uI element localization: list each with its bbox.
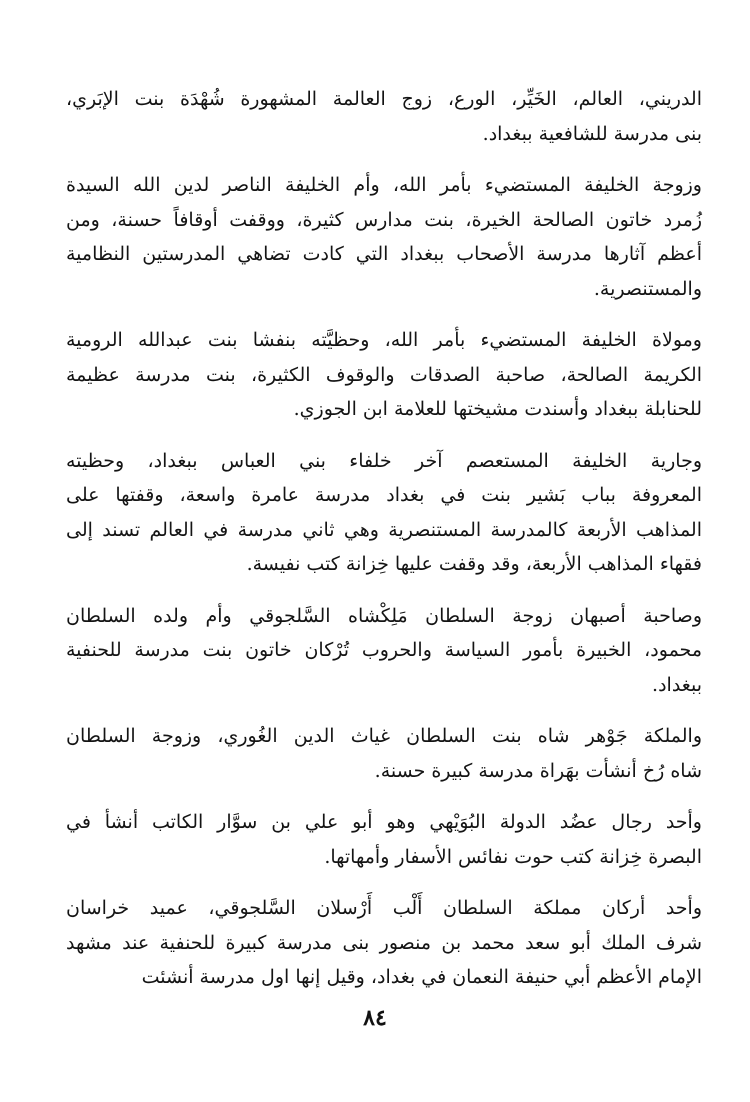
text-line: ببغداد.	[652, 673, 702, 696]
text-line: أعظم آثارها مدرسة الأصحاب ببغداد التي كادت تضاهي المدرستين النظامية	[66, 243, 702, 265]
text-line: وجارية الخليفة المستعصم آخر خلفاء بني العباس ببغداد، وحظيته	[66, 449, 702, 472]
text-line: شرف الملك أبو سعد محمد بن منصور بنى مدرسة كبيرة للحنفية عند مشهد	[66, 931, 702, 954]
text-line: بنى مدرسة للشافعية ببغداد.	[482, 122, 702, 145]
text-line: للحنابلة ببغداد وأسندت مشيختها للعلامة ابن الجوزي.	[293, 398, 702, 420]
text-line: المعروفة بباب بَشير بنت في بغداد مدرسة عامرة واسعة، وقفتها على	[66, 484, 702, 506]
paragraph	[66, 891, 702, 995]
paragraph	[66, 168, 702, 306]
text-line: والمستنصرية.	[593, 277, 702, 300]
body-text	[66, 82, 702, 1012]
text-line: وزوجة الخليفة المستضيء بأمر الله، وأم الخليفة الناصر لدين الله السيدة	[66, 174, 702, 196]
paragraph	[66, 444, 702, 582]
text-line: الكريمة الصالحة، صاحبة الصدقات والوقوف الكثيرة، بنت مدرسة عظيمة	[66, 363, 702, 386]
paragraph	[66, 599, 702, 703]
text-line: البصرة خِزانة كتب حوت نفائس الأسفار وأمهاتها.	[324, 845, 702, 868]
text-line: محمود، الخبيرة بأمور السياسة والحروب تُرْكان خاتون بنت مدرسة للحنفية	[66, 639, 702, 661]
paragraph	[66, 805, 702, 874]
text-line: شاه رُخ أنشأت بهَراة مدرسة كبيرة حسنة.	[374, 759, 702, 782]
text-line: الدريني، العالم، الخَيِّر، الورع، زوج العالمة المشهورة شُهْدَة بنت الإبَري،	[66, 88, 702, 110]
paragraph	[66, 719, 702, 788]
text-line: وأحد رجال عضُد الدولة البُوَيْهي وهو أبو علي بن سوَّار الكاتب أنشأ في	[66, 811, 702, 833]
paragraph	[66, 323, 702, 427]
text-line: المذاهب الأربعة كالمدرسة المستنصرية وهي ثاني مدرسة في العالم تسند إلى	[66, 518, 702, 541]
text-line: زُمرد خاتون الصالحة الخيرة، بنت مدارس كثيرة، ووقفت أوقافاً حسنة، ومن	[66, 208, 702, 231]
text-line: فقهاء المذاهب الأربعة، وقد وقفت عليها خِزانة كتب نفيسة.	[246, 553, 702, 575]
text-line: والملكة جَوْهر شاه بنت السلطان غياث الدين الغُوري، وزوجة السلطان	[66, 725, 702, 747]
text-line: وصاحبة أصبهان زوجة السلطان مَلِكْشاه السَّلجوقي وأم ولده السلطان	[66, 604, 702, 627]
text-line: ومولاة الخليفة المستضيء بأمر الله، وحظيَّته بنفشا بنت عبدالله الرومية	[66, 329, 702, 351]
text-line: الإمام الأعظم أبي حنيفة النعمان في بغداد، وقيل إنها اول مدرسة أنشئت	[141, 966, 702, 988]
text-line: وأحد أركان مملكة السلطان أَلْب أَرْسلان السَّلجوقي، عميد خراسان	[66, 897, 702, 919]
paragraph	[66, 82, 702, 151]
page-number: ٨٤	[363, 1005, 387, 1031]
